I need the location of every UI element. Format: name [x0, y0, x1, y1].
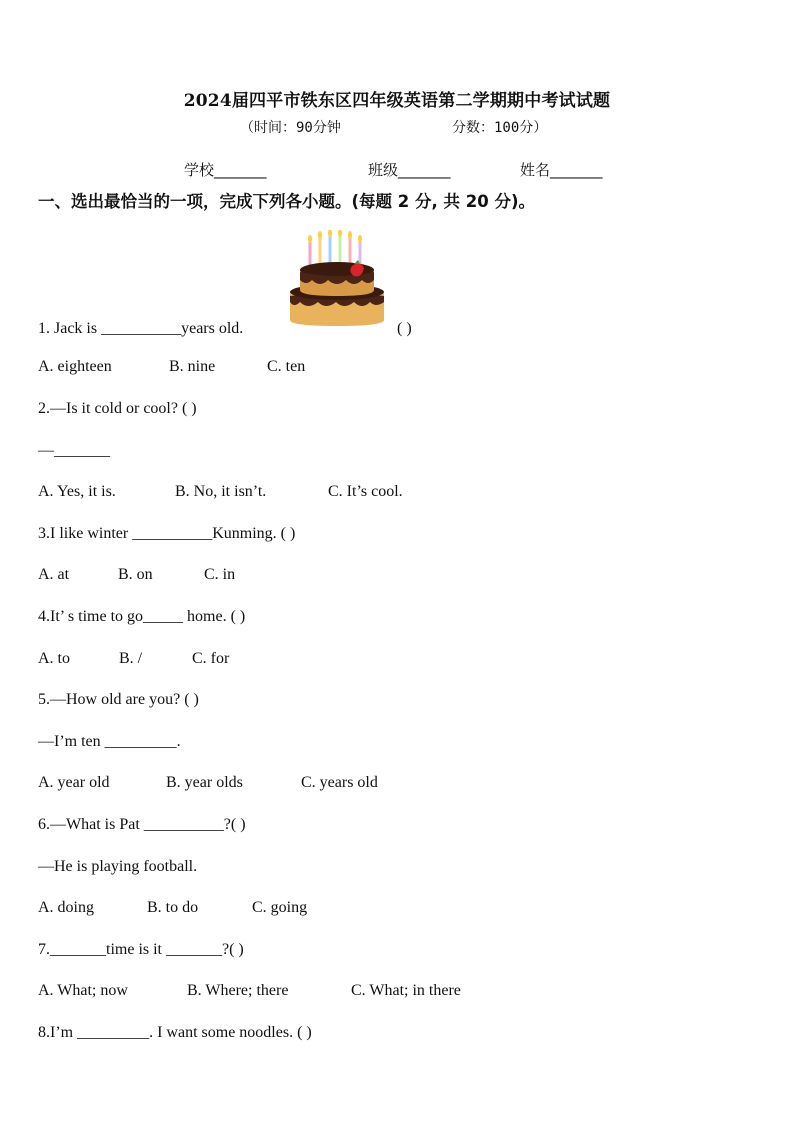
question-8: 8.I’m _________. I want some noodles. ( ): [38, 1024, 312, 1041]
option-6a: A. doing: [38, 899, 94, 916]
option-5b: B. year olds: [166, 774, 243, 791]
answer-paren-1: ( ): [397, 320, 412, 337]
birthday-cake-icon: [286, 230, 388, 328]
option-5a: A. year old: [38, 774, 110, 791]
option-2c: C. It’s cool.: [328, 483, 403, 500]
option-7c: C. What; in there: [351, 982, 461, 999]
question-6: 6.—What is Pat __________?( ): [38, 816, 246, 833]
exam-score: 分数：100分）: [452, 120, 548, 136]
name-field: 姓名_______: [520, 161, 603, 179]
option-1c: C. ten: [267, 358, 306, 375]
option-7b: B. Where; there: [187, 982, 289, 999]
question-4: 4.It’ s time to go_____ home. ( ): [38, 608, 246, 625]
reply-5: —I’m ten _________.: [38, 733, 181, 750]
question-7: 7._______time is it _______?( ): [38, 941, 244, 958]
exam-time: （时间：90分钟: [240, 120, 341, 136]
option-5c: C. years old: [301, 774, 378, 791]
option-6b: B. to do: [147, 899, 199, 916]
page-title: 2024届四平市铁东区四年级英语第二学期期中考试试题: [183, 91, 611, 111]
section-heading: 一、选出最恰当的一项，完成下列各小题。(每题 2 分, 共 20 分)。: [38, 192, 536, 211]
school-field: 学校_______: [184, 161, 267, 179]
option-2a: A. Yes, it is.: [38, 483, 116, 500]
option-3c: C. in: [204, 566, 236, 583]
option-7a: A. What; now: [38, 982, 128, 999]
class-field: 班级_______: [368, 161, 451, 179]
question-1: 1. Jack is __________years old.: [38, 320, 244, 337]
question-3: 3.I like winter __________Kunming. ( ): [38, 525, 296, 542]
question-2: 2.—Is it cold or cool? ( ): [38, 400, 197, 417]
option-2b: B. No, it isn’t.: [175, 483, 267, 500]
option-6c: C. going: [252, 899, 308, 916]
option-4a: A. to: [38, 650, 70, 667]
option-3b: B. on: [118, 566, 153, 583]
option-4b: B. /: [119, 650, 143, 667]
reply-2: —_______: [38, 442, 110, 459]
option-4c: C. for: [192, 650, 230, 667]
option-3a: A. at: [38, 566, 70, 583]
reply-6: —He is playing football.: [38, 858, 198, 875]
option-1a: A. eighteen: [38, 358, 112, 375]
question-5: 5.—How old are you? ( ): [38, 691, 199, 708]
option-1b: B. nine: [169, 358, 216, 375]
